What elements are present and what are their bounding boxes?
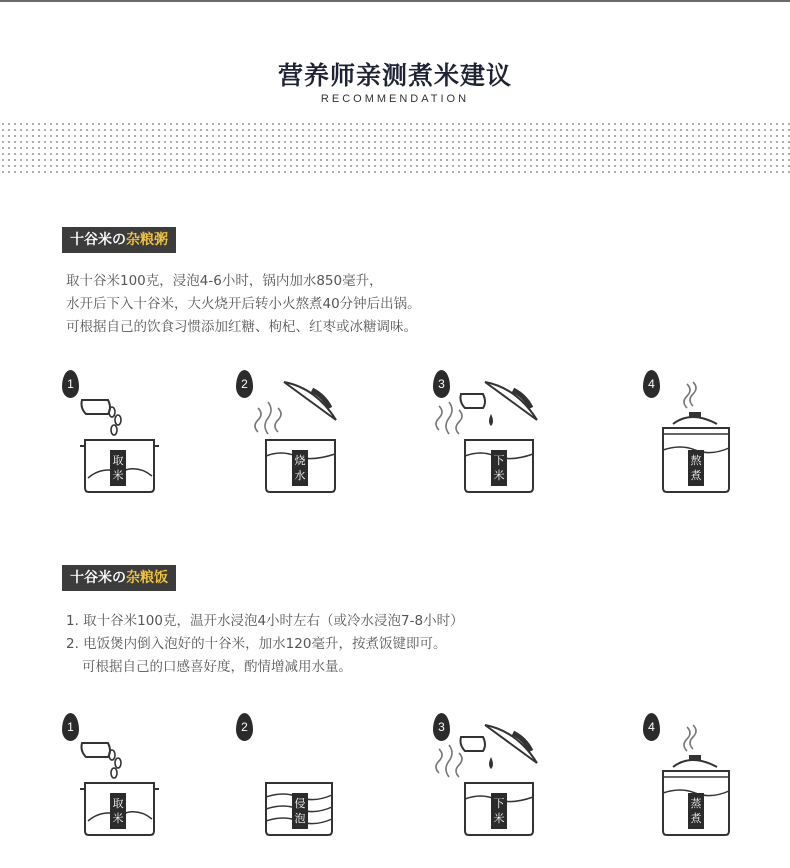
step-label: 蒸煮 [688,793,704,829]
step-3-add-rice [433,370,543,500]
step-2-soak [236,713,346,843]
step-label: 烧水 [292,450,308,486]
instruction-line: 2. 电饭煲内倒入泡好的十谷米，加水120毫升，按煮饭键即可。 [66,636,447,652]
rice-instructions [66,610,464,679]
instruction-line: 取十谷米100克，浸泡4-6小时，锅内加水850毫升， [66,273,383,289]
instruction-line: 水开后下入十谷米，大火烧开后转小火熬煮40分钟后出锅。 [66,296,421,312]
dotted-band [0,121,790,173]
step-number-badge: 1 [62,370,79,398]
tag-prefix: 十谷米の [70,232,126,248]
tag-highlight: 杂粮饭 [126,570,168,586]
step-label: 侵泡 [292,793,308,829]
page-subtitle: RECOMMENDATION [320,93,470,105]
step-2-boil-water [236,370,346,500]
step-label: 取米 [110,450,126,486]
instruction-line: 1. 取十谷米100克，温开水浸泡4小时左右（或冷水浸泡7-8小时） [66,613,464,629]
step-number-badge: 2 [236,370,253,398]
step-4-simmer [643,370,753,500]
step-label: 熬煮 [688,450,704,486]
instruction-line: 可根据自己的口感喜好度，酌情增减用水量。 [82,659,352,675]
step-number-badge: 3 [433,713,450,741]
tag-highlight: 杂粮粥 [126,232,168,248]
instruction-line: 可根据自己的饮食习惯添加红糖、枸杞、红枣或冰糖调味。 [66,319,417,335]
step-4-steam [643,713,753,843]
step-number-badge: 4 [643,713,660,741]
step-number-badge: 2 [236,713,253,741]
section-tag-rice [62,565,176,591]
step-1-scoop-rice [62,713,172,843]
section-tag-porridge [62,227,176,253]
step-number-badge: 3 [433,370,450,398]
step-number-badge: 1 [62,713,79,741]
step-label: 下米 [491,793,507,829]
page-title: 营养师亲测煮米建议 [277,61,512,90]
porridge-instructions [66,270,421,339]
step-1-scoop-rice [62,370,172,500]
step-3-add-rice [433,713,543,843]
tag-prefix: 十谷米の [70,570,126,586]
step-number-badge: 4 [643,370,660,398]
step-label: 取米 [110,793,126,829]
step-label: 下米 [491,450,507,486]
top-divider [0,0,790,2]
